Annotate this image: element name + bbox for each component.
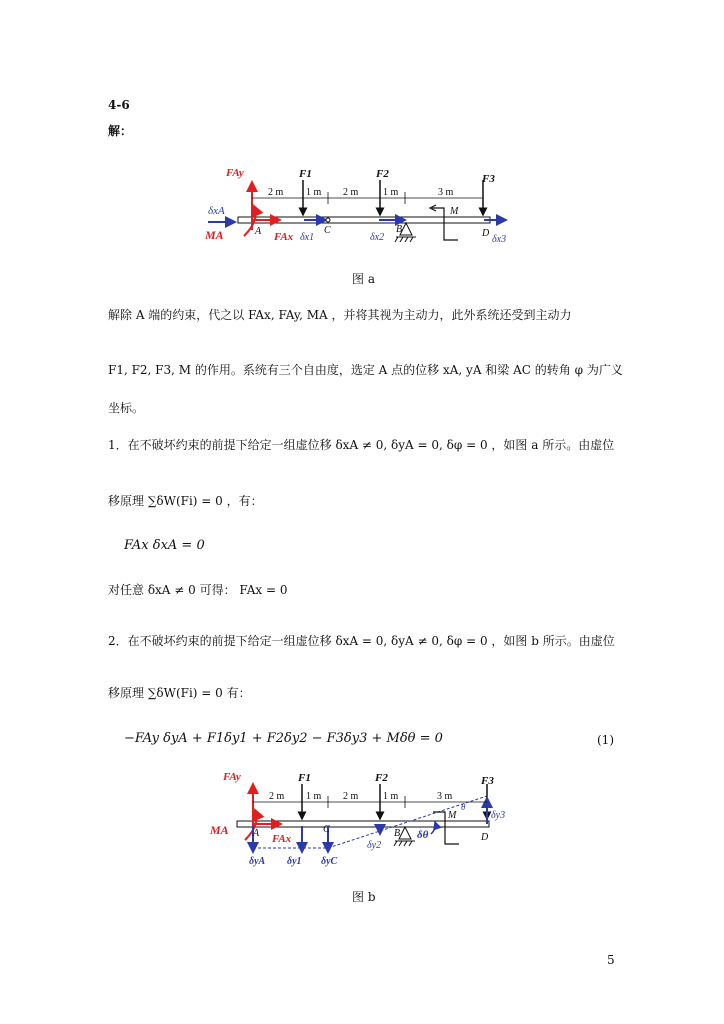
label-D: D — [482, 228, 490, 239]
label-dy2: δy2 — [367, 840, 382, 851]
label-dx1: δx1 — [300, 232, 315, 243]
figure-a-caption: 图 a — [352, 272, 375, 286]
label-M: M — [448, 810, 457, 821]
figure-b-diagram — [205, 768, 525, 878]
label-B: B — [394, 828, 401, 839]
paragraph-1: 解除 A 端的约束，代之以 FAx, FAy, MA ，并将其视为主动力，此外系统还受到主动力 — [108, 308, 572, 322]
label-F2: F2 — [375, 772, 388, 784]
label-FAx: FAx — [272, 833, 292, 845]
label-F3: F3 — [482, 173, 495, 185]
label-C: C — [324, 225, 331, 236]
label-D: D — [481, 832, 489, 843]
paragraph-6: 对任意 δxA ≠ 0 可得： FAx = 0 — [108, 583, 288, 597]
label-F1: F1 — [299, 168, 312, 180]
label-dx3: δx3 — [492, 234, 507, 245]
label-dim2: 1 m — [306, 187, 322, 198]
label-dim5: 3 m — [437, 791, 453, 802]
paragraph-5: 移原理 ∑δW(Fi) = 0 ，有： — [108, 494, 263, 508]
label-dtheta: δθ — [417, 829, 429, 841]
figure-b-caption: 图 b — [352, 890, 376, 904]
label-dyA: δyA — [249, 856, 266, 867]
label-dx2: δx2 — [370, 232, 385, 243]
equation-1: FAx δxA = 0 — [124, 538, 205, 553]
hinge-C — [326, 218, 330, 222]
support-B — [399, 827, 411, 839]
label-dy3: δy3 — [491, 810, 506, 821]
label-dim3: 2 m — [343, 187, 359, 198]
label-dyC: δyC — [321, 856, 338, 867]
page-number: 5 — [607, 953, 615, 967]
paragraph-8: 移原理 ∑δW(Fi) = 0 有： — [108, 686, 251, 700]
problem-number: 4-6 — [108, 98, 130, 112]
label-dxA: δxA — [208, 205, 225, 217]
label-dim1: 2 m — [268, 187, 284, 198]
label-dim2: 1 m — [306, 791, 322, 802]
label-A: A — [255, 226, 262, 237]
label-MA: MA — [205, 228, 224, 242]
solution-label: 解： — [108, 124, 133, 138]
label-dim3: 2 m — [343, 791, 359, 802]
paragraph-3: 坐标。 — [108, 401, 145, 415]
label-dim4: 1 m — [383, 791, 399, 802]
label-F3: F3 — [481, 775, 494, 787]
label-B: B — [396, 224, 403, 235]
label-theta: θ — [461, 802, 466, 812]
label-dim1: 2 m — [269, 791, 285, 802]
label-dim4: 1 m — [383, 187, 399, 198]
equation-2: −FAy δyA + F1δy1 + F2δy2 − F3δy3 + Mδθ = 0 — [124, 731, 443, 746]
label-F1: F1 — [298, 772, 311, 784]
label-C: C — [323, 824, 330, 835]
paragraph-2: F1, F2, F3, M 的作用。系统有三个自由度，选定 A 点的位移 xA, yA 和梁 AC 的转角 φ 为广义 — [108, 363, 623, 377]
label-FAy: FAy — [226, 167, 244, 179]
label-dim5: 3 m — [438, 187, 454, 198]
label-FAx: FAx — [274, 231, 294, 243]
label-dy1: δy1 — [287, 856, 302, 867]
label-A: A — [253, 828, 260, 839]
equation-2-number: (1) — [597, 733, 614, 747]
label-F2: F2 — [376, 168, 389, 180]
paragraph-4: 1．在不破坏约束的前提下给定一组虚位移 δxA ≠ 0, δyA = 0, δφ = 0 ，如图 a 所示。由虚位 — [108, 438, 615, 452]
label-MA: MA — [210, 823, 229, 837]
paragraph-7: 2．在不破坏约束的前提下给定一组虚位移 δxA = 0, δyA ≠ 0, δφ = 0 ，如图 b 所示。由虚位 — [108, 634, 615, 648]
label-FAy: FAy — [223, 771, 241, 783]
figure-a-diagram — [200, 160, 530, 260]
label-M: M — [450, 206, 459, 217]
